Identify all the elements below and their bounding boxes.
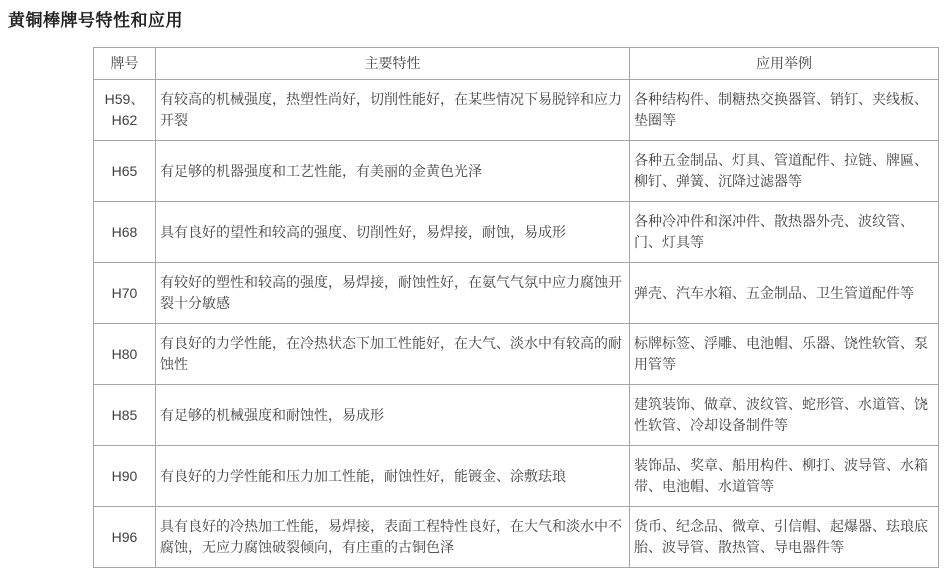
cell-grade: H59、H62 (94, 80, 156, 141)
cell-grade: H90 (94, 446, 156, 507)
cell-features: 有较高的机械强度，热塑性尚好，切削性能好，在某些情况下易脱锌和应力开裂 (156, 80, 630, 141)
column-header-grade: 牌号 (94, 48, 156, 80)
cell-grade: H85 (94, 385, 156, 446)
header-row (94, 48, 939, 80)
table-row (94, 324, 939, 385)
cell-applications: 弹壳、汽车水箱、五金制品、卫生管道配件等 (630, 263, 939, 324)
table-row (94, 202, 939, 263)
cell-applications: 装饰品、奖章、船用构件、柳打、波导管、水箱带、电池帽、水道管等 (630, 446, 939, 507)
cell-grade: H96 (94, 507, 156, 568)
brass-grades-table (93, 47, 939, 568)
table-row (94, 80, 939, 141)
cell-applications: 建筑装饰、做章、波纹管、蛇形管、水道管、饶性软管、冷却设备制件等 (630, 385, 939, 446)
table-row (94, 385, 939, 446)
cell-features: 有足够的机械强度和耐蚀性，易成形 (156, 385, 630, 446)
column-header-features: 主要特性 (156, 48, 630, 80)
cell-features: 有足够的机器强度和工艺性能，有美丽的金黄色光泽 (156, 141, 630, 202)
cell-grade: H68 (94, 202, 156, 263)
table-row (94, 446, 939, 507)
cell-features: 具有良好的望性和较高的强度、切削性好，易焊接，耐蚀，易成形 (156, 202, 630, 263)
cell-grade: H70 (94, 263, 156, 324)
cell-applications: 各种冷冲件和深冲件、散热器外壳、波纹管、门、灯具等 (630, 202, 939, 263)
cell-grade: H65 (94, 141, 156, 202)
cell-applications: 标牌标签、浮雕、电池帽、乐器、饶性软管、泵用管等 (630, 324, 939, 385)
table-row (94, 141, 939, 202)
table-row (94, 263, 939, 324)
page-title: 黄铜棒牌号特性和应用 (8, 11, 183, 30)
cell-applications: 货币、纪念品、微章、引信帽、起爆器、珐琅底胎、波导管、散热管、导电器件等 (630, 507, 939, 568)
cell-applications: 各种五金制品、灯具、管道配件、拉链、牌匾、柳钉、弹簧、沉降过滤器等 (630, 141, 939, 202)
cell-features: 具有良好的冷热加工性能，易焊接，表面工程特性良好，在大气和淡水中不腐蚀，无应力腐蚀破裂倾向，有庄重的古铜色泽 (156, 507, 630, 568)
cell-grade: H80 (94, 324, 156, 385)
cell-applications: 各种结构件、制糖热交换器管、销钉、夹线板、垫圈等 (630, 80, 939, 141)
table-row (94, 507, 939, 568)
cell-features: 有良好的力学性能和压力加工性能，耐蚀性好，能镀金、涂敷珐琅 (156, 446, 630, 507)
cell-features: 有良好的力学性能，在冷热状态下加工性能好，在大气、淡水中有较高的耐蚀性 (156, 324, 630, 385)
cell-features: 有较好的塑性和较高的强度，易焊接，耐蚀性好，在氨气气氛中应力腐蚀开裂十分敏感 (156, 263, 630, 324)
column-header-applications: 应用举例 (630, 48, 939, 80)
